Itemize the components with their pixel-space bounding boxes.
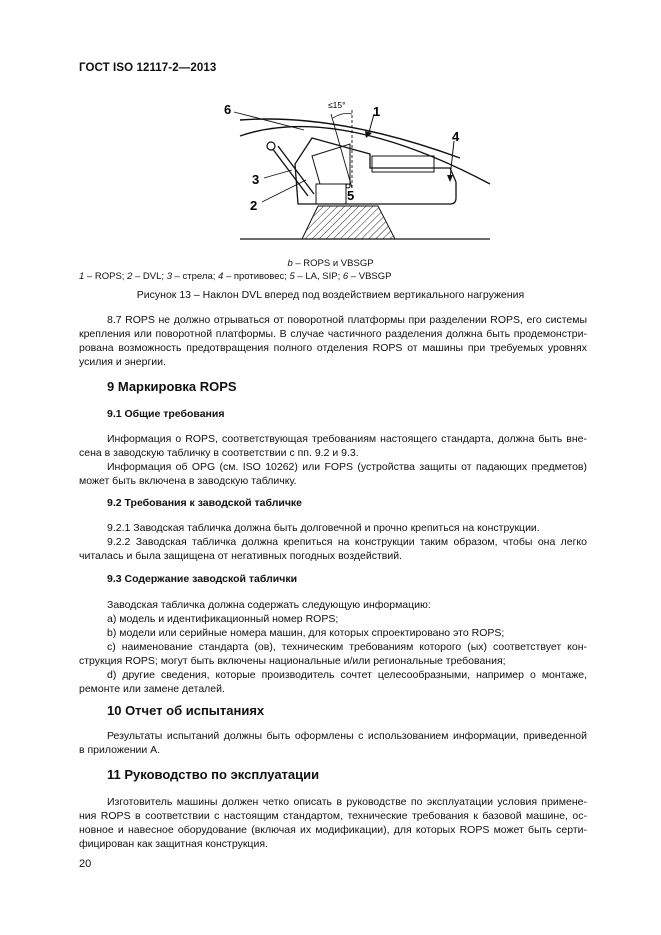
paragraph-11: Изготовитель машины должен четко описать в руководстве по эксплуатации условия примене- ния ROPS в соответствии с настоящим стандартом, технические требования к базовой машине, ос- новное и навесное оборудование (включая их модификации), для которых ROPS может быть серти- фицирован как защитная конструкция. — [79, 796, 587, 850]
boom-line-b — [278, 146, 314, 194]
paragraph-8-7: 8.7 ROPS не должно отрываться от поворотной платформы при разделении ROPS, его системы крепления или поворотной платформы. В случае частичного разделения должна быть продемонстри- рована возможность предотвращения полного отделения ROPS от машины при требуемых уровнях усилия и энергии. — [79, 314, 587, 368]
arrow-4 — [447, 175, 453, 182]
section-9-2-title: 9.2 Требования к заводской табличке — [107, 497, 303, 509]
angle-arc — [333, 114, 352, 119]
section-9-title: 9 Маркировка ROPS — [107, 379, 237, 394]
paragraph-9-1-a: Информация о ROPS, соответствующая требованиям настоящего стандарта, должна быть вне- сена в заводскую табличку в соответствии с пп. 9.2 и 9.3. — [79, 433, 587, 459]
rops-frame — [312, 144, 350, 184]
section-9-1-title: 9.1 Общие требования — [107, 408, 225, 420]
figure-title: Рисунок 13 – Наклон DVL вперед под воздействием вертикального нагружения — [136, 289, 525, 301]
label-2: 2 — [250, 198, 258, 213]
counterweight — [372, 156, 434, 172]
paragraph-9-3: Заводская табличка должна содержать следующую информацию: a) модель и идентификационный номер ROPS; b) модели или серийные номера машин, для которых спроектировано это ROPS; c) наименование стандарта (ов), техническим требованиям которого (ых) соответствует кон- струкция ROPS; могут быть включены национальные и/или региональные требования; d) другие сведения, которые производитель сочтет целесообразными, например о монтаже, ремонте или замене деталей. — [79, 599, 587, 695]
label-1: 1 — [373, 104, 381, 119]
document-header: ГОСТ ISO 12117-2—2013 — [79, 62, 217, 74]
leader-3 — [264, 170, 292, 178]
section-11-title: 11 Руководство по эксплуатации — [107, 767, 320, 782]
label-6: 6 — [224, 102, 232, 117]
boom-pin — [267, 142, 275, 150]
label-5: 5 — [347, 188, 355, 203]
leader-6 — [234, 112, 304, 130]
section-10-title: 10 Отчет об испытаниях — [107, 703, 265, 718]
paragraph-10: Результаты испытаний должны быть оформлены с использованием информации, приведенной в приложении А. — [79, 730, 587, 756]
figure-legend: 1 – ROPS; 2 – DVL; 3 – стрела; 4 – противовес; 5 – LA, SIP; 6 – VBSGP — [79, 271, 392, 282]
paragraph-9-1-b: Информация об OPG (см. ISO 10262) или FOPS (устройства защиты от падающих предметов) может быть включена в заводскую табличку. — [79, 461, 587, 487]
angle-label: ≤15° — [328, 100, 346, 110]
page-number: 20 — [79, 858, 92, 870]
leader-2 — [262, 180, 306, 202]
section-9-3-title: 9.3 Содержание заводской таблички — [107, 573, 298, 585]
figure-drawing — [200, 96, 500, 254]
boom-line-a — [272, 148, 308, 196]
paragraph-9-2-1: 9.2.1 Заводская табличка должна быть долговечной и прочно крепиться на конструкции. — [107, 522, 540, 534]
label-3: 3 — [252, 172, 260, 187]
figure-subcaption: b – ROPS и VBSGP — [287, 258, 374, 269]
base-pedestal — [302, 206, 395, 239]
label-4: 4 — [452, 129, 460, 144]
paragraph-9-2-2: 9.2.2 Заводская табличка должна крепиться на конструкции таким образом, чтобы она легко читалась и была защищена от негативных погодных воздействий. — [79, 536, 587, 562]
cab-box — [316, 184, 346, 204]
